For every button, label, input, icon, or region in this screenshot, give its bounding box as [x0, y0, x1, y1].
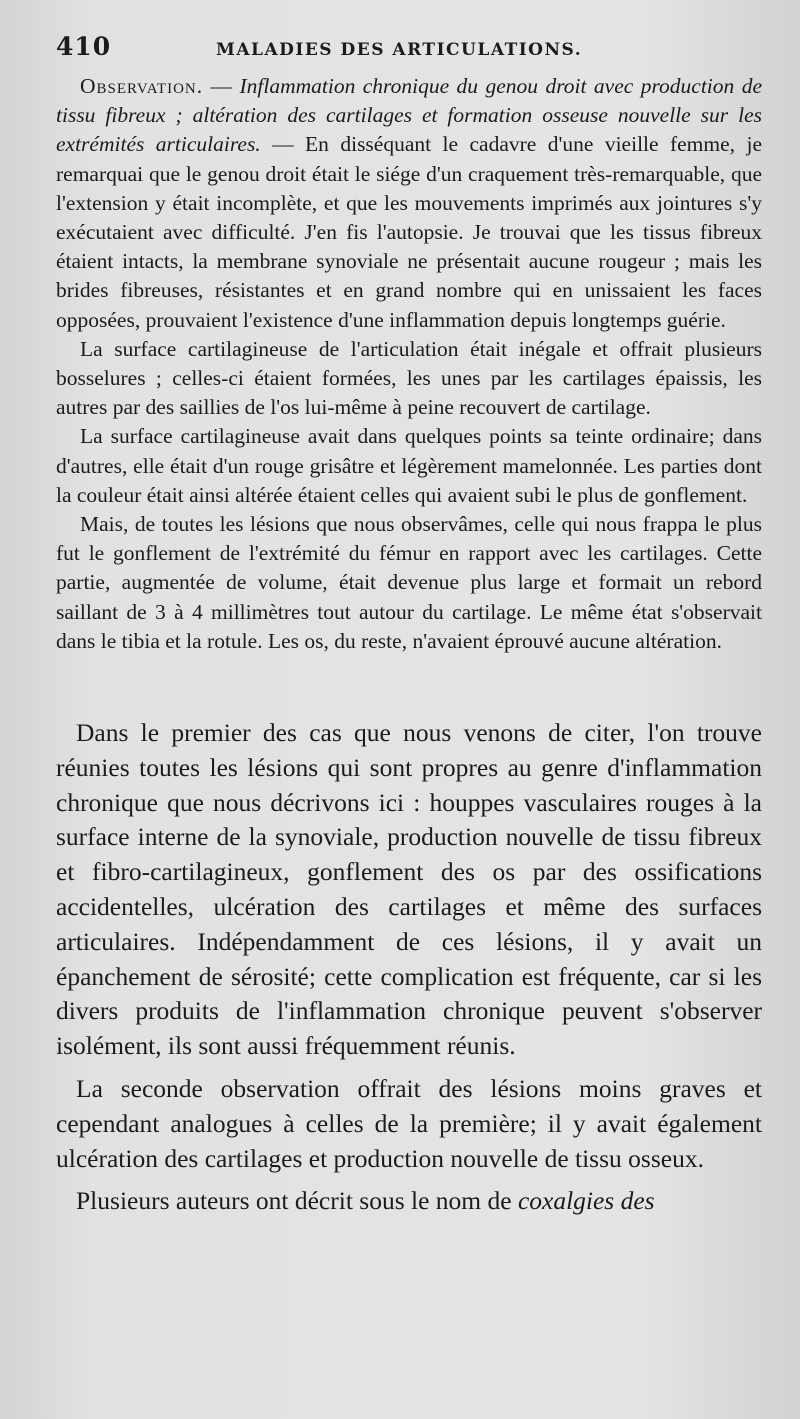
body-paragraph: La seconde observation offrait des lésions moins graves et cependant analogues à celles de la première; il y avait également ulcération des cartilages et production nouvelle de tissu osseux.: [56, 1074, 762, 1173]
observation-paragraph: Mais, de toutes les lésions que nous observâmes, celle qui nous frappa le plus fut le gonflement de l'extrémité du fémur en rapport avec les cartilages. Cette partie, augmentée de volume, était devenue plus large et formait un rebord saillant de 3 à 4 millimètres tout autour du cartilage. Le même état s'observait dans le tibia et la rotule. Les os, du reste, n'avaient éprouvé aucune altération.: [56, 512, 762, 653]
body-paragraph: Dans le premier des cas que nous venons de citer, l'on trouve réunies toutes les lésions qui sont propres au genre d'inflammation chronique que nous décrivons ici : houppes vasculaires rouges à la surface interne de la synoviale, production nouvelle de tissu fibreux et fibro-cartilagineux, gonflement des os par des ossifications accidentelles, ulcération des cartilages et même des surfaces articulaires. Indépendamment de ces lésions, il y avait un épanchement de sérosité; cette complication est fréquente, car si les divers produits de l'inflammation chronique peuvent s'observer isolément, ils sont aussi fréquemment réunis.: [56, 718, 762, 1061]
page-number: 410: [56, 32, 112, 61]
running-head: [56, 32, 762, 72]
observation-paragraph: La surface cartilagineuse de l'articulation était inégale et offrait plusieurs bosselures ; celles-ci étaient formées, les unes par les cartilages épaissis, les autres par des saillies de l'os lui-même à peine recouvert de cartilage.: [56, 336, 762, 420]
body-section: [56, 716, 762, 1219]
observation-title: Inflammation chronique du genou droit avec production de tissu fibreux ; altération des cartilages et formation osseuse nouvelle sur les extrémités articulaires.: [56, 74, 762, 157]
body-last-italic: coxalgies des: [517, 1186, 655, 1216]
observation-label: Observation.: [80, 74, 204, 98]
observation-dash: —: [203, 74, 240, 98]
observation-section: [56, 72, 762, 656]
observation-intro: — En disséquant le cadavre d'une vieille femme, je remarquai que le genou droit était le siége d'un craquement très-remarquable, que l'extension y était incomplète, et que les mouvements imprimés aux jointures s'y exécutaient avec difficulté. J'en fis l'autopsie. Je trouvai que les tissus fibreux étaient intacts, la membrane synoviale ne présentait aucune rougeur ; mais les brides fibreuses, résistantes et en grand nombre qui en unissaient les faces opposées, prouvaient l'existence d'une inflammation depuis longtemps guérie.: [56, 132, 762, 332]
body-last-start: Plusieurs auteurs ont décrit sous le nom de: [76, 1186, 518, 1216]
section-gap: [56, 656, 762, 716]
running-title: MALADIES DES ARTICULATIONS.: [216, 40, 583, 60]
observation-paragraph: [56, 72, 762, 335]
body-paragraph-last: [56, 1184, 762, 1219]
observation-paragraph: La surface cartilagineuse avait dans quelques points sa teinte ordinaire; dans d'autres, elle était d'un rouge grisâtre et légèrement mamelonnée. Les parties dont la couleur était ainsi altérée étaient celles qui avaient subi le plus de gonflement.: [56, 424, 762, 507]
